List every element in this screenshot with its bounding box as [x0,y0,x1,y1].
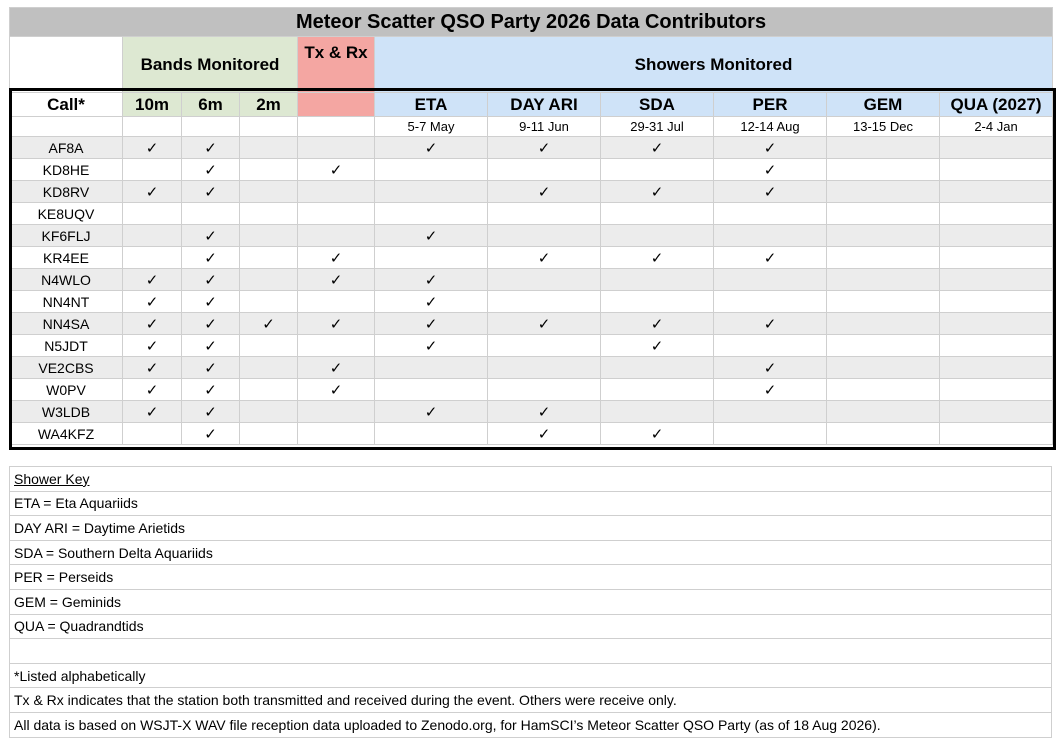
cell-gem [827,335,940,357]
cell-6m [182,225,240,247]
table-row [10,423,1053,445]
cell-eta [375,247,488,269]
date-cell-blank [123,117,182,137]
shower-key-item: GEM = Geminids [10,589,1052,614]
cell-day-ari [488,181,601,203]
check-icon: ✓ [145,337,159,355]
cell-10m [123,181,182,203]
cell-txrx [298,225,375,247]
shower-key-item: ETA = Eta Aquariids [10,491,1052,516]
cell-sda [601,423,714,445]
check-icon: ✓ [329,271,343,289]
check-icon: ✓ [424,403,438,421]
check-icon: ✓ [145,293,159,311]
table-row [10,247,1053,269]
table-row [10,137,1053,159]
cell-per [714,335,827,357]
cell-gem [827,379,940,401]
cell-per [714,269,827,291]
check-icon: ✓ [537,403,551,421]
cell-2m [240,159,298,181]
check-icon: ✓ [145,271,159,289]
date-cell-blank [298,117,375,137]
cell-per [714,401,827,423]
check-icon: ✓ [763,359,777,377]
check-icon: ✓ [204,425,217,443]
cell-qua [940,335,1053,357]
cell-eta [375,269,488,291]
check-icon: ✓ [145,381,159,399]
cell-gem [827,137,940,159]
check-icon: ✓ [537,183,551,201]
column-header-10m: 10m [123,93,182,117]
cell-sda [601,401,714,423]
date-gem: 13-15 Dec [827,117,940,137]
cell-qua [940,137,1053,159]
cell-qua [940,247,1053,269]
cell-qua [940,423,1053,445]
cell-qua [940,291,1053,313]
cell-10m [123,401,182,423]
cell-txrx [298,247,375,269]
shower-key-item: DAY ARI = Daytime Arietids [10,516,1052,541]
cell-10m [123,203,182,225]
call-sign: N4WLO [10,269,123,291]
cell-eta [375,137,488,159]
cell-2m [240,423,298,445]
cell-gem [827,269,940,291]
cell-gem [827,159,940,181]
cell-qua [940,313,1053,335]
cell-eta [375,203,488,225]
cell-per [714,379,827,401]
column-header-eta: ETA [375,93,488,117]
cell-day-ari [488,313,601,335]
check-icon: ✓ [650,249,664,267]
cell-eta [375,159,488,181]
notes-table [9,466,1052,738]
cell-10m [123,291,182,313]
cell-6m [182,423,240,445]
table-row [10,181,1053,203]
cell-eta [375,181,488,203]
group-header-blank [10,37,123,93]
cell-10m [123,357,182,379]
call-sign: NN4SA [10,313,123,335]
check-icon: ✓ [763,183,777,201]
group-header-txrx: Tx & Rx [298,37,375,93]
call-sign: W0PV [10,379,123,401]
check-icon: ✓ [763,139,777,157]
cell-txrx [298,335,375,357]
table-row [10,291,1053,313]
cell-sda [601,181,714,203]
check-icon: ✓ [424,337,438,355]
table-row [10,379,1053,401]
cell-eta [375,225,488,247]
check-icon: ✓ [145,403,159,421]
cell-qua [940,159,1053,181]
cell-gem [827,401,940,423]
cell-2m [240,181,298,203]
cell-qua [940,269,1053,291]
shower-key-item: PER = Perseids [10,565,1052,590]
check-icon: ✓ [537,315,551,333]
cell-sda [601,269,714,291]
check-icon: ✓ [763,381,777,399]
cell-day-ari [488,291,601,313]
column-header-gem: GEM [827,93,940,117]
cell-10m [123,379,182,401]
column-header-sda: SDA [601,93,714,117]
check-icon: ✓ [763,249,777,267]
call-sign: AF8A [10,137,123,159]
shower-key-item: QUA = Quadrandtids [10,614,1052,639]
cell-qua [940,225,1053,247]
check-icon: ✓ [329,359,343,377]
footnote-data-source: All data is based on WSJT-X WAV file reception data uploaded to Zenodo.org, for HamSCI’s Meteor Scatter QSO Party (as of 18 Aug 2026). [10,712,1052,737]
cell-2m [240,357,298,379]
cell-2m [240,335,298,357]
cell-sda [601,159,714,181]
check-icon: ✓ [537,139,551,157]
call-sign: KE8UQV [10,203,123,225]
cell-gem [827,247,940,269]
cell-txrx [298,159,375,181]
cell-2m [240,401,298,423]
cell-6m [182,159,240,181]
cell-6m [182,181,240,203]
date-day-ari: 9-11 Jun [488,117,601,137]
cell-txrx [298,203,375,225]
cell-2m [240,225,298,247]
check-icon: ✓ [424,139,438,157]
cell-per [714,181,827,203]
cell-2m [240,137,298,159]
cell-sda [601,291,714,313]
check-icon: ✓ [329,315,343,333]
group-header-showers: Showers Monitored [375,37,1053,93]
cell-gem [827,313,940,335]
cell-2m [240,313,298,335]
column-header-2m: 2m [240,93,298,117]
date-eta: 5-7 May [375,117,488,137]
cell-day-ari [488,335,601,357]
check-icon: ✓ [204,293,217,311]
column-header-per: PER [714,93,827,117]
check-icon: ✓ [204,403,217,421]
cell-day-ari [488,225,601,247]
cell-6m [182,313,240,335]
table-row [10,159,1053,181]
check-icon: ✓ [650,139,664,157]
cell-qua [940,181,1053,203]
check-icon: ✓ [424,271,438,289]
cell-sda [601,335,714,357]
cell-sda [601,357,714,379]
check-icon: ✓ [329,161,343,179]
cell-txrx [298,379,375,401]
check-icon: ✓ [537,425,551,443]
call-sign: KD8RV [10,181,123,203]
cell-txrx [298,291,375,313]
cell-txrx [298,313,375,335]
cell-sda [601,137,714,159]
cell-sda [601,225,714,247]
cell-txrx [298,423,375,445]
cell-day-ari [488,269,601,291]
shower-key-item: SDA = Southern Delta Aquariids [10,540,1052,565]
cell-txrx [298,269,375,291]
call-sign: W3LDB [10,401,123,423]
table-row [10,225,1053,247]
cell-2m [240,269,298,291]
cell-2m [240,291,298,313]
cell-gem [827,423,940,445]
cell-per [714,423,827,445]
column-header-day-ari: DAY ARI [488,93,601,117]
date-sda: 29-31 Jul [601,117,714,137]
cell-day-ari [488,401,601,423]
cell-gem [827,225,940,247]
cell-day-ari [488,159,601,181]
cell-10m [123,313,182,335]
call-sign: KF6FLJ [10,225,123,247]
cell-gem [827,357,940,379]
cell-txrx [298,401,375,423]
check-icon: ✓ [204,161,217,179]
cell-6m [182,291,240,313]
check-icon: ✓ [204,139,217,157]
cell-per [714,247,827,269]
cell-eta [375,357,488,379]
table-row [10,269,1053,291]
footnote-txrx: Tx & Rx indicates that the station both transmitted and received during the event. Others were receive only. [10,688,1052,713]
cell-10m [123,137,182,159]
date-cell-blank [10,117,123,137]
cell-per [714,203,827,225]
cell-qua [940,401,1053,423]
table-row [10,335,1053,357]
check-icon: ✓ [145,139,159,157]
cell-10m [123,335,182,357]
cell-day-ari [488,137,601,159]
cell-eta [375,291,488,313]
cell-6m [182,401,240,423]
check-icon: ✓ [763,161,777,179]
cell-per [714,159,827,181]
cell-day-ari [488,379,601,401]
check-icon: ✓ [204,249,217,267]
check-icon: ✓ [763,315,777,333]
check-icon: ✓ [424,315,438,333]
cell-10m [123,423,182,445]
check-icon: ✓ [650,183,664,201]
cell-sda [601,203,714,225]
cell-6m [182,203,240,225]
check-icon: ✓ [650,337,664,355]
cell-gem [827,291,940,313]
cell-gem [827,181,940,203]
cell-2m [240,379,298,401]
check-icon: ✓ [204,183,217,201]
check-icon: ✓ [145,183,159,201]
cell-eta [375,335,488,357]
cell-6m [182,137,240,159]
date-qua: 2-4 Jan [940,117,1053,137]
check-icon: ✓ [537,249,551,267]
check-icon: ✓ [145,315,159,333]
cell-qua [940,357,1053,379]
check-icon: ✓ [204,271,217,289]
cell-day-ari [488,423,601,445]
date-cell-blank [240,117,298,137]
call-sign: VE2CBS [10,357,123,379]
cell-6m [182,269,240,291]
check-icon: ✓ [204,227,217,245]
cell-10m [123,269,182,291]
cell-sda [601,379,714,401]
column-header-call: Call* [10,93,123,117]
cell-per [714,137,827,159]
footnote-alphabetical: *Listed alphabetically [10,663,1052,688]
column-header-qua: QUA (2027) [940,93,1053,117]
cell-per [714,225,827,247]
cell-per [714,291,827,313]
call-sign: NN4NT [10,291,123,313]
cell-10m [123,159,182,181]
group-header-bands: Bands Monitored [123,37,298,93]
contributors-table [9,7,1053,445]
cell-eta [375,401,488,423]
call-sign: N5JDT [10,335,123,357]
check-icon: ✓ [262,315,275,333]
cell-txrx [298,181,375,203]
table-row [10,313,1053,335]
check-icon: ✓ [204,359,217,377]
cell-6m [182,379,240,401]
call-sign: WA4KFZ [10,423,123,445]
cell-sda [601,247,714,269]
date-cell-blank [182,117,240,137]
column-header-6m: 6m [182,93,240,117]
cell-eta [375,313,488,335]
table-row [10,401,1053,423]
call-sign: KR4EE [10,247,123,269]
call-sign: KD8HE [10,159,123,181]
table-row [10,357,1053,379]
cell-per [714,357,827,379]
check-icon: ✓ [650,425,664,443]
check-icon: ✓ [204,337,217,355]
blank-row [10,639,1052,664]
cell-day-ari [488,203,601,225]
cell-day-ari [488,247,601,269]
cell-sda [601,313,714,335]
cell-txrx [298,137,375,159]
check-icon: ✓ [424,227,438,245]
date-per: 12-14 Aug [714,117,827,137]
check-icon: ✓ [329,381,343,399]
column-header-txrx [298,93,375,117]
check-icon: ✓ [329,249,343,267]
cell-6m [182,247,240,269]
cell-2m [240,203,298,225]
check-icon: ✓ [145,359,159,377]
cell-per [714,313,827,335]
check-icon: ✓ [650,315,664,333]
check-icon: ✓ [424,293,438,311]
cell-qua [940,379,1053,401]
cell-qua [940,203,1053,225]
cell-6m [182,335,240,357]
cell-eta [375,423,488,445]
cell-gem [827,203,940,225]
check-icon: ✓ [204,315,217,333]
page-title: Meteor Scatter QSO Party 2026 Data Contributors [10,8,1053,37]
cell-eta [375,379,488,401]
shower-key-title: Shower Key [10,467,1052,492]
table-row [10,203,1053,225]
cell-2m [240,247,298,269]
check-icon: ✓ [204,381,217,399]
cell-day-ari [488,357,601,379]
cell-10m [123,247,182,269]
cell-10m [123,225,182,247]
cell-txrx [298,357,375,379]
cell-6m [182,357,240,379]
